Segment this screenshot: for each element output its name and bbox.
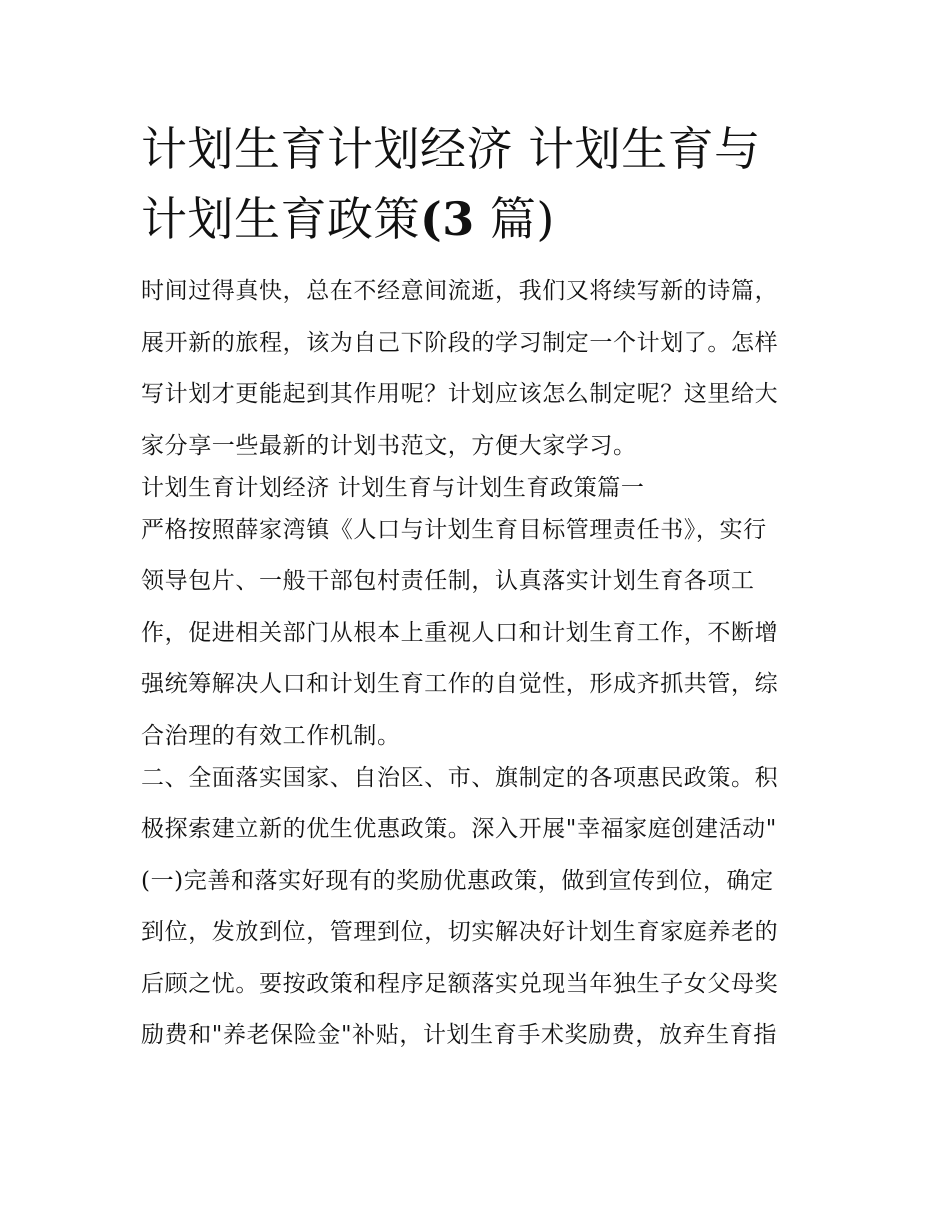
text-line: 写计划才更能起到其作用呢？计划应该怎么制定呢？这里给大 — [141, 381, 779, 407]
document-title — [141, 114, 831, 254]
title-line-2-post: 篇) — [474, 192, 555, 246]
text-line: 家分享一些最新的计划书范文，方便大家学习。 — [141, 432, 637, 459]
text-line: 严格按照薛家湾镇《人口与计划生育目标管理责任书》，实行 — [141, 516, 767, 543]
document-body — [141, 278, 831, 1048]
title-line-2-pre: 计划生育政策 — [141, 192, 420, 246]
text-line: 展开新的旅程，该为自己下阶段的学习制定一个计划了。怎样 — [141, 329, 779, 356]
section-heading — [141, 475, 831, 501]
text-line: 励费和"养老保险金"补贴，计划生育手术奖励费，放弃生育指 — [141, 1022, 777, 1048]
text-line: (一)完善和落实好现有的奖励优惠政策，做到宣传到位，确定 — [141, 867, 774, 894]
title-line-1: 计划生育计划经济 计划生育与 — [141, 122, 761, 176]
paragraph-responsibility — [141, 517, 831, 749]
text-line: 到位，发放到位，管理到位，切实解决好计划生育家庭养老的 — [141, 919, 779, 945]
text-line: 强统筹解决人口和计划生育工作的自觉性，形成齐抓共管，综 — [141, 671, 779, 697]
paragraph-intro — [141, 278, 831, 459]
paragraph-policies — [141, 765, 831, 1049]
text-line: 合治理的有效工作机制。 — [141, 722, 401, 749]
text-line: 后顾之忧。要按政策和程序足额落实兑现当年独生子女父母奖 — [141, 970, 779, 997]
text-line: 计划生育计划经济 计划生育与计划生育政策篇一 — [141, 474, 645, 501]
text-line: 时间过得真快，总在不经意间流逝，我们又将续写新的诗篇， — [141, 278, 779, 304]
text-line: 领导包片、一般干部包村责任制，认真落实计划生育各项工 — [141, 568, 755, 594]
title-line-2-num: (3 — [420, 192, 475, 246]
text-line: 极探索建立新的优生优惠政策。深入开展"幸福家庭创建活动" — [141, 816, 777, 842]
text-line: 二、全面落实国家、自治区、市、旗制定的各项惠民政策。积 — [141, 764, 779, 791]
text-line: 作，促进相关部门从根本上重视人口和计划生育工作，不断增 — [141, 619, 779, 646]
